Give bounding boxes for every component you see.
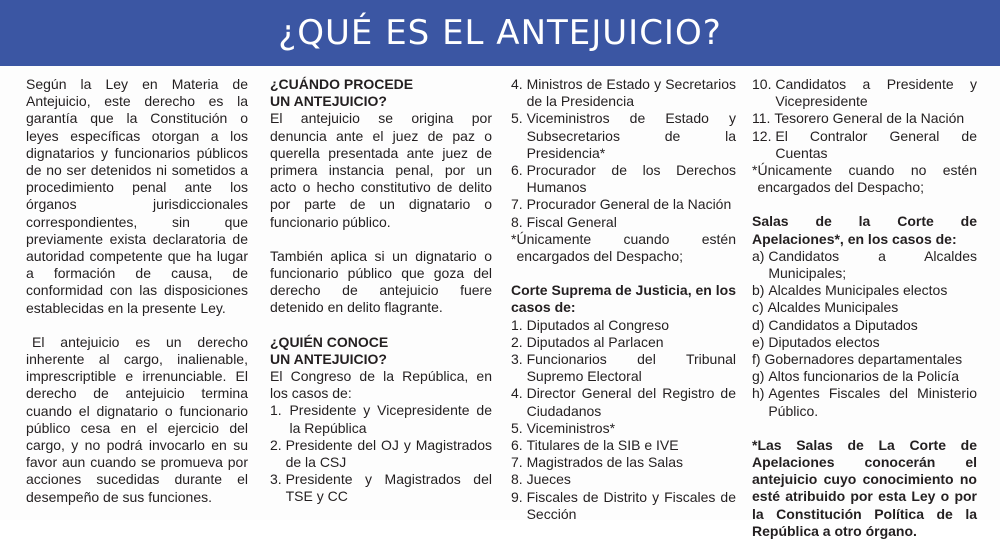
list-item bbox=[270, 471, 492, 505]
list-number: 12. bbox=[752, 127, 776, 144]
corte-footnote bbox=[752, 162, 977, 196]
list-text: Fiscal General bbox=[526, 213, 617, 230]
cuando-heading-line-2: UN ANTEJUICIO? bbox=[270, 93, 387, 110]
list-letter: a) bbox=[752, 247, 769, 264]
list-number: 4. bbox=[511, 385, 527, 402]
footnote-text: Únicamente cuando estén encargados del Despacho; bbox=[516, 230, 736, 265]
list-item bbox=[752, 317, 977, 334]
list-letter: f) bbox=[752, 351, 765, 368]
list-item bbox=[752, 299, 977, 316]
list-text: Diputados electos bbox=[768, 333, 880, 350]
list-text: Ministros de Estado y Secretarios de la Presidencia bbox=[526, 76, 736, 110]
list-item bbox=[270, 437, 492, 471]
list-number: 9. bbox=[511, 488, 527, 505]
intro-paragraph-1: Según la Ley en Materia de Antejuicio, este derecho es la garantía que la Constitución o leyes específicas otorgan a los dignatarios y funcionarios públicos de no ser detenidos ni sometidos a procedimiento penal ante los órganos jurisdiccionales correspondientes, sin que previamente exista declaratoria de autoridad competente que ha lugar a formación de causa, de conformidad con las disposiciones establecidas en la presente Ley. bbox=[26, 76, 248, 316]
list-text: Presidente y Magistrados del TSE y CC bbox=[285, 471, 492, 505]
list-number: 7. bbox=[511, 196, 527, 213]
list-text: Alcaldes Municipales electos bbox=[768, 282, 948, 299]
list-item bbox=[511, 351, 736, 385]
list-item bbox=[511, 454, 736, 471]
list-text: Altos funcionarios de la Policía bbox=[768, 368, 960, 385]
list-number: 6. bbox=[511, 437, 527, 454]
list-text: Presidente del OJ y Magistrados de la CSJ bbox=[285, 436, 492, 471]
list-text: Fiscales de Distrito y Fiscales de Sección bbox=[526, 488, 736, 522]
list-item bbox=[511, 196, 736, 213]
list-item bbox=[752, 351, 977, 368]
list-item bbox=[752, 282, 977, 299]
column-cuando-quien bbox=[270, 76, 492, 506]
list-number: 5. bbox=[511, 419, 527, 436]
quien-intro: El Congreso de la República, en los casos de: bbox=[270, 368, 492, 402]
list-item bbox=[752, 248, 977, 282]
list-text: Titulares de la SIB e IVE bbox=[526, 437, 679, 454]
list-number: 6. bbox=[511, 162, 527, 179]
footnote-text: Únicamente cuando no estén encargados del Despacho; bbox=[757, 162, 977, 196]
list-text: Procurador General de la Nación bbox=[526, 196, 732, 213]
list-text: Presidente y Vicepresidente de la República bbox=[289, 402, 492, 436]
list-text: Diputados al Parlacen bbox=[526, 333, 664, 350]
list-letter: b) bbox=[752, 282, 769, 299]
list-text: Director General del Registro de Ciudadanos bbox=[526, 385, 736, 419]
list-text: Diputados al Congreso bbox=[526, 316, 669, 333]
list-letter: h) bbox=[752, 385, 769, 402]
list-text: Magistrados de las Salas bbox=[526, 454, 683, 471]
list-item bbox=[511, 76, 736, 110]
list-item bbox=[511, 471, 736, 488]
list-number: 5. bbox=[511, 110, 527, 127]
list-item bbox=[511, 437, 736, 454]
column-corte-salas bbox=[752, 76, 977, 540]
list-item bbox=[270, 402, 492, 436]
list-number: 2. bbox=[270, 436, 286, 453]
congreso-footnote bbox=[511, 231, 736, 265]
salas-heading: Salas de la Corte de Apelaciones*, en los casos de: bbox=[752, 213, 977, 247]
list-letter: c) bbox=[752, 299, 768, 316]
list-item bbox=[752, 76, 977, 110]
list-text: Funcionarios del Tribunal Supremo Electoral bbox=[526, 351, 736, 385]
footnote-mark: * bbox=[511, 230, 517, 247]
quien-heading-line-1: ¿QUIÉN CONOCE bbox=[270, 333, 389, 350]
list-item bbox=[511, 489, 736, 523]
list-number: 1. bbox=[511, 316, 527, 333]
list-text: Procurador de los Derechos Humanos bbox=[526, 162, 736, 196]
list-number: 11. bbox=[752, 110, 775, 127]
list-text: El Contralor General de Cuentas bbox=[775, 127, 977, 161]
salas-footnote: *Las Salas de La Corte de Apelaciones conocerán el antejuicio cuyo conocimiento no esté atribuido por esta Ley o por la Constitución Política de la República a otro órgano. bbox=[752, 436, 977, 539]
list-text: Candidatos a Presidente y Vicepresidente bbox=[775, 76, 977, 110]
list-item bbox=[511, 334, 736, 351]
list-number: 3. bbox=[511, 351, 527, 368]
list-text: Alcaldes Municipales bbox=[767, 299, 899, 316]
list-item bbox=[511, 214, 736, 231]
list-text: Gobernadores departamentales bbox=[764, 351, 963, 368]
list-text: Tesorero General de la Nación bbox=[774, 110, 965, 127]
corte-suprema-heading: Corte Suprema de Justicia, en los casos de: bbox=[511, 282, 736, 316]
list-letter: e) bbox=[752, 333, 769, 350]
list-text: Candidatos a Alcaldes Municipales; bbox=[768, 247, 977, 282]
intro-paragraph-2: El antejuicio es un derecho inherente al cargo, inalienable, imprescriptible e irrenunciable. El derecho de antejuicio termina cuando el dignatario o funcionario público cesa en el ejercicio del cargo, y no podrá invocarlo en su favor aun cuando se promueva por acciones sucedidas durante el desempeño de sus funciones. bbox=[26, 333, 248, 505]
list-item bbox=[752, 368, 977, 385]
list-text: Agentes Fiscales del Ministerio Público. bbox=[768, 385, 977, 419]
list-number: 7. bbox=[511, 454, 527, 471]
page-title: ¿QUÉ ES EL ANTEJUICIO? bbox=[278, 13, 722, 53]
list-number: 3. bbox=[270, 471, 286, 488]
list-number: 8. bbox=[511, 213, 527, 230]
list-text: Jueces bbox=[526, 471, 571, 488]
column-congreso-corte bbox=[511, 76, 736, 523]
list-number: 8. bbox=[511, 471, 527, 488]
cuando-paragraph-2: También aplica si un dignatario o funcionario público que goza del derecho de antejuicio fuere detenido en delito flagrante. bbox=[270, 247, 492, 316]
footnote-mark: * bbox=[752, 162, 758, 179]
quien-heading-line-2: UN ANTEJUICIO? bbox=[270, 350, 387, 367]
list-letter: g) bbox=[752, 368, 769, 385]
list-item bbox=[511, 110, 736, 162]
list-number: 10. bbox=[752, 76, 776, 92]
cuando-heading-line-1: ¿CUÁNDO PROCEDE bbox=[270, 76, 414, 92]
list-item bbox=[511, 162, 736, 196]
title-banner bbox=[0, 0, 1000, 66]
list-text: Viceministros* bbox=[526, 419, 616, 436]
list-number: 1. bbox=[270, 402, 290, 419]
list-item bbox=[752, 385, 977, 419]
list-text: Viceministros de Estado y Subsecretarios de la Presidencia* bbox=[526, 110, 736, 161]
list-letter: d) bbox=[752, 316, 769, 333]
list-number: 2. bbox=[511, 333, 527, 350]
cuando-paragraph-1: El antejuicio se origina por denuncia ante el juez de paz o querella presentada ante juez de primera instancia penal, por un acto o hecho constitutivo de delito por parte de un dignatario o funcionario público. bbox=[270, 110, 492, 230]
list-item bbox=[752, 128, 977, 162]
column-intro bbox=[26, 76, 248, 506]
list-item bbox=[511, 420, 736, 437]
list-item bbox=[752, 334, 977, 351]
list-text: Candidatos a Diputados bbox=[768, 316, 918, 333]
list-number: 4. bbox=[511, 76, 527, 92]
list-item bbox=[752, 110, 977, 127]
list-item bbox=[511, 385, 736, 419]
list-item bbox=[511, 317, 736, 334]
